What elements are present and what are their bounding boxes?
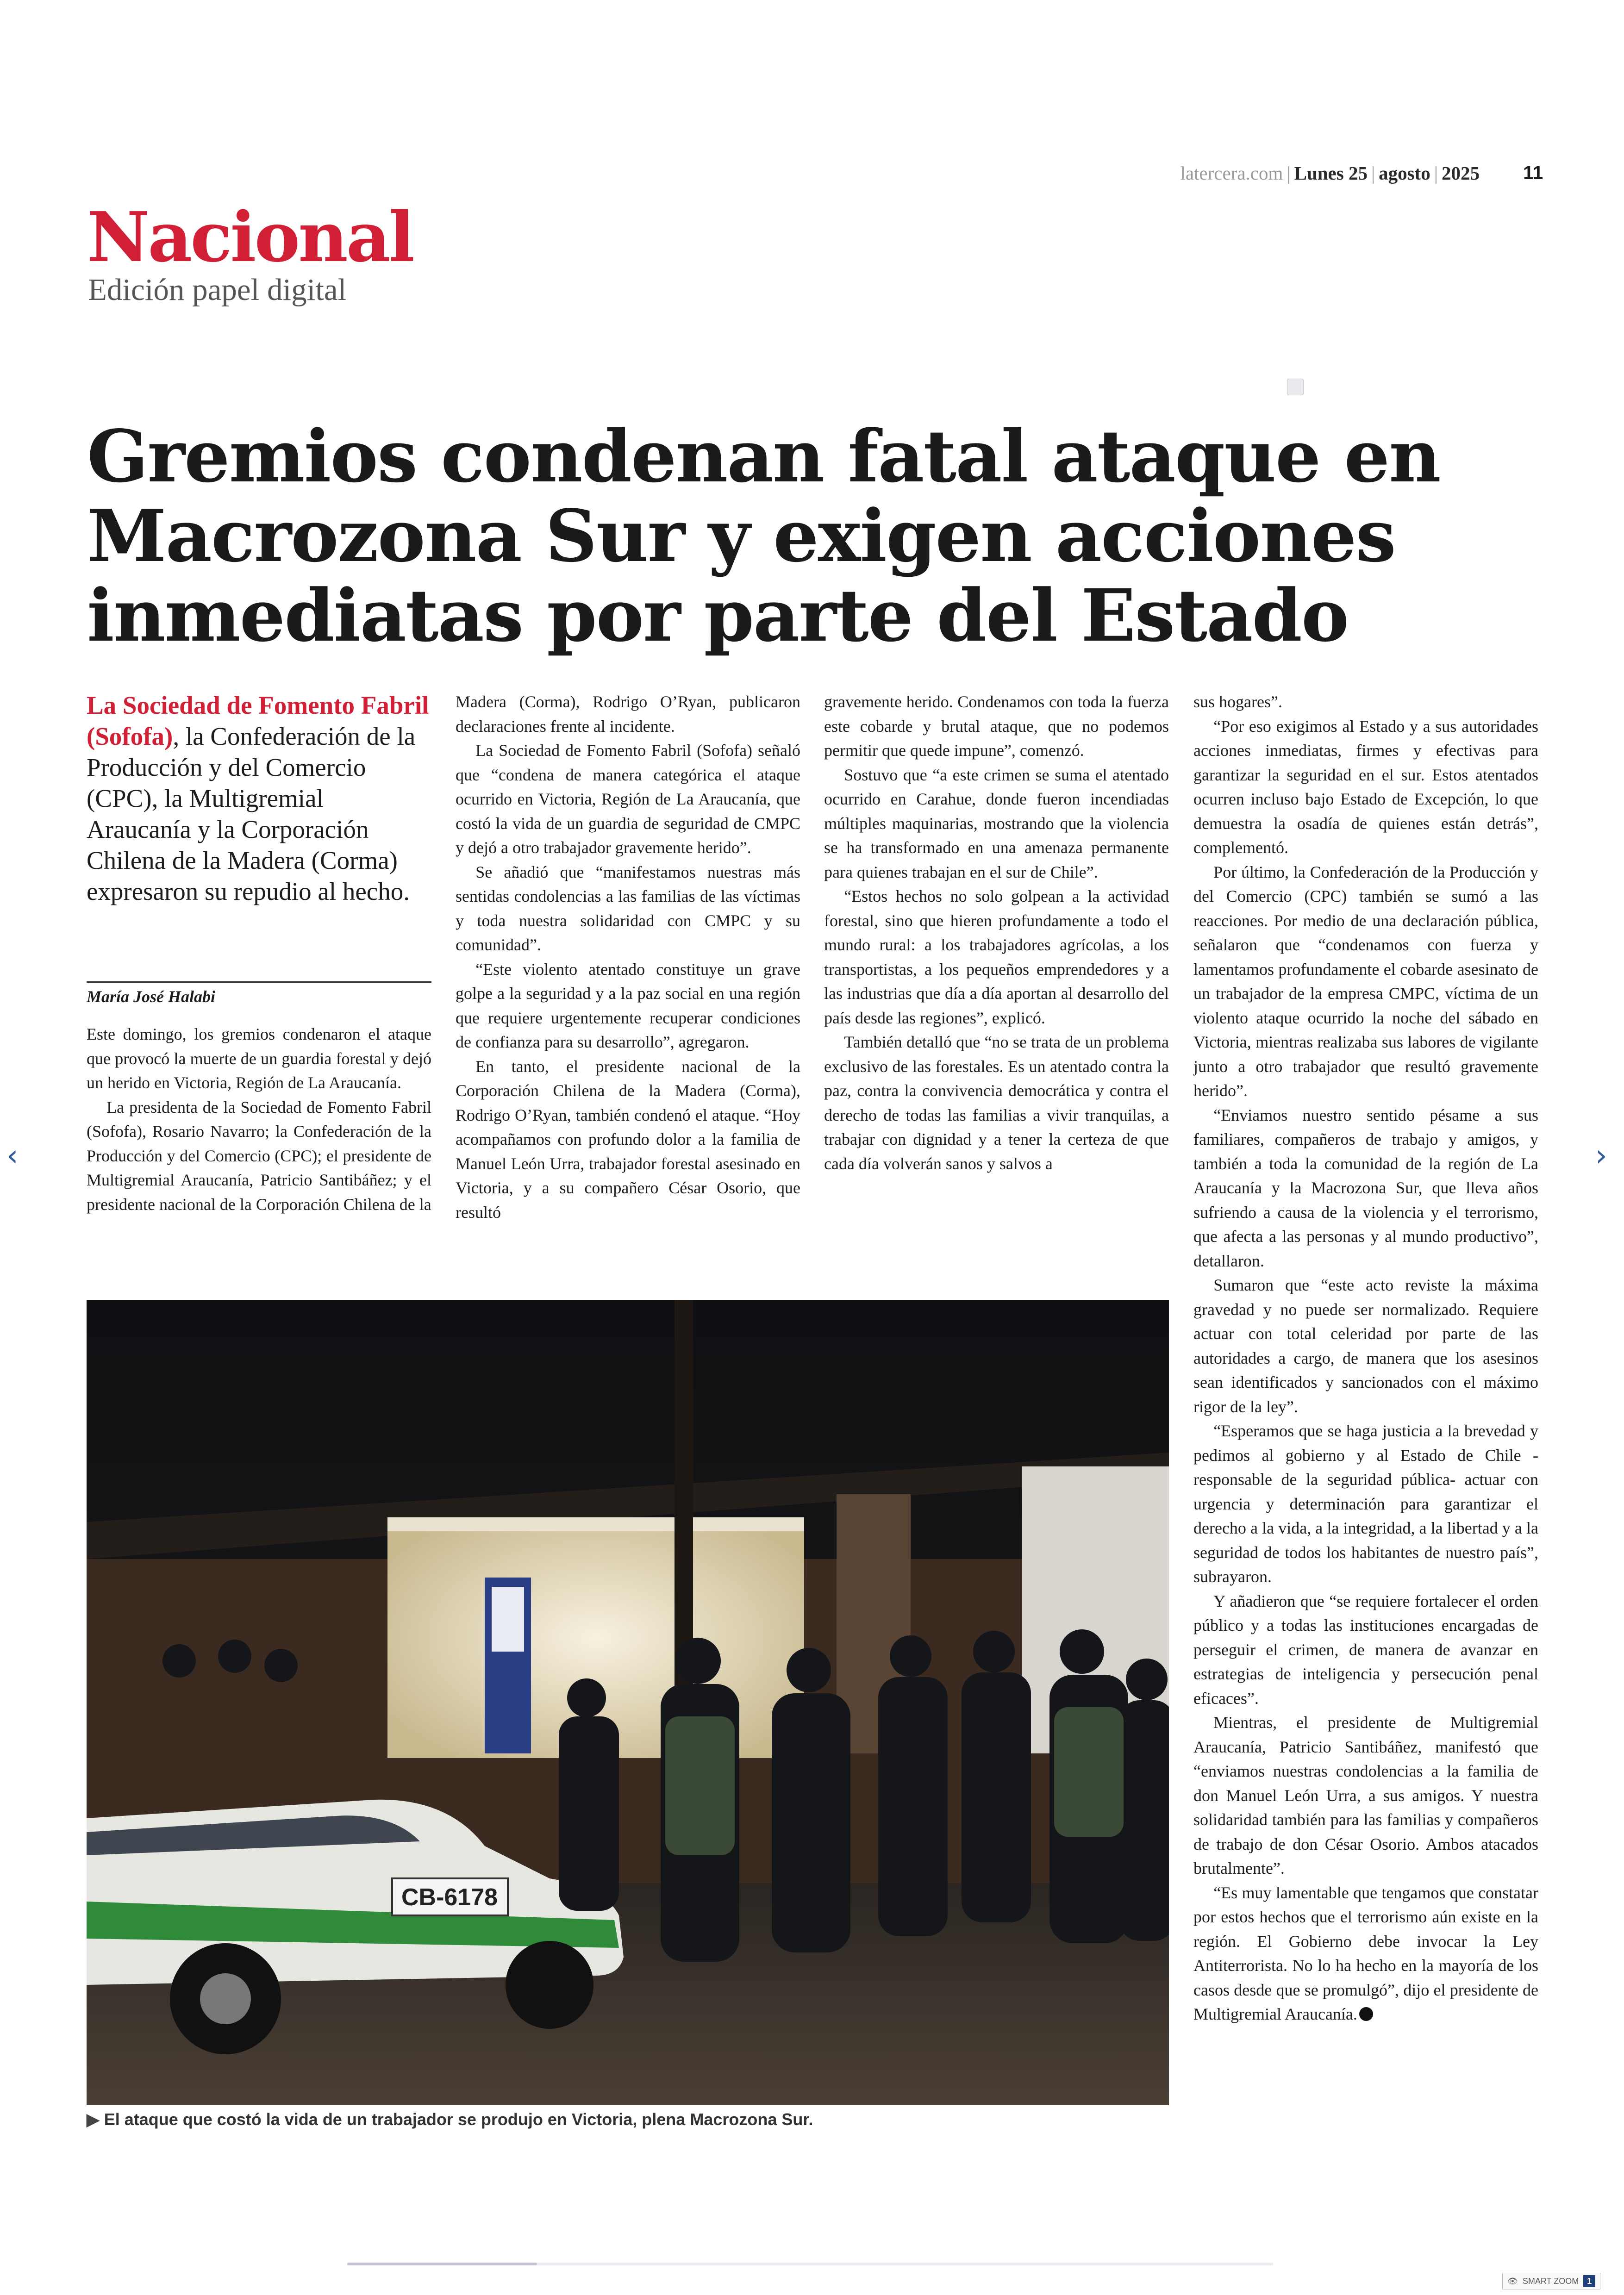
smart-zoom-control[interactable]: [1502, 2273, 1600, 2289]
caption-text: El ataque que costó la vida de un trabajador se produjo en Victoria, plena Macrozona Sur.: [104, 2110, 813, 2129]
paragraph: También detalló que “no se trata de un problema exclusivo de las forestales. Es un atentado contra la paz, contra la convivencia democrática y contra el derecho de todas las familias a vivir tranquilas, a trabajar con dignidad y a tener la certeza de que cada día volverán sanos y salvos a: [824, 1033, 1169, 1173]
end-mark-icon: [1359, 2007, 1373, 2021]
byline: María José Halabi: [87, 987, 216, 1006]
issue-dateline: latercera.com | Lunes 25 | agosto | 2025: [1180, 162, 1480, 184]
eye-icon: 👁: [1507, 2276, 1518, 2286]
paragraph-text: “Es muy lamentable que tengamos que constatar por estos hechos que el terrorismo aún existe en la región. El Gobierno debe invocar la Ley Antiterrorista. No lo ha hecho en la mayoría de los casos desde que se promulgó”, dijo el presidente de Multigremial Araucanía.: [1193, 1883, 1538, 2023]
paragraph: Sostuvo que “a este crimen se suma el atentado ocurrido en Carahue, donde fueron incendiadas múltiples maquinarias, mostrando que la violencia se ha transformado en una amenaza permanente para quienes trabajan en el sur de Chile”.: [824, 765, 1169, 881]
page-number: 11: [1523, 162, 1543, 183]
paragraph: Por último, la Confederación de la Producción y del Comercio (CPC) también se sumó a las reacciones. Por medio de una declaración pública, señalaron que “condenamos con fuerza y lamentamos profundamente el cobarde asesinato de un trabajador de la empresa CMPC, víctima de un violento ataque ocurrido la noche del sábado en Victoria, mientras realizaba sus labores de vigilante junto a otro trabajador que resultó gravemente herido”.: [1193, 862, 1538, 1100]
article-photo: [87, 1300, 1169, 2105]
paragraph: “Por eso exigimos al Estado y a sus autoridades acciones inmediatas, firmes y efectivas para garantizar la seguridad en el sur. Estos atentados ocurren incluso bajo Estado de Excepción, lo que demuestra la osadía de quienes están detrás”, complementó.: [1193, 717, 1538, 857]
paragraph: gravemente herido. Condenamos con toda la fuerza este cobarde y brutal ataque, que no podemos permitir que quede impune”, comenzó.: [824, 692, 1169, 760]
car-plate: CB-6178: [401, 1884, 498, 1911]
article-headline: Gremios condenan fatal ataque en Macrozona Sur y exigen acciones inmediatas por parte del Estado: [87, 414, 1440, 658]
byline-divider: [87, 981, 431, 983]
night-scene-illustration: [87, 1300, 1169, 2105]
paragraph: Madera (Corma), Rodrigo O’Ryan, publicaron declaraciones frente al incidente.: [456, 692, 800, 736]
date-day: Lunes 25: [1294, 162, 1368, 184]
smart-zoom-page-badge: 1: [1583, 2275, 1595, 2287]
next-page-button[interactable]: ›: [1595, 1139, 1607, 1173]
paragraph: La presidenta de la Sociedad de Fomento Fabril (Sofofa), Rosario Navarro; la Confederación de la Producción y del Comercio (CPC); el presidente de Multigremial Araucanía, Patricio Santibáñez; y el presidente nacional de la Corporación Chilena de la: [87, 1098, 431, 1214]
lede-text: , la Confederación de la Producción y del Comercio (CPC), la Multigremial Araucanía y la Corporación Chilena de la Madera (Corma) expresaron su repudio al hecho.: [87, 722, 416, 905]
paragraph: La Sociedad de Fomento Fabril (Sofofa) señaló que “condena de manera categórica el ataque ocurrido en Victoria, Región de La Araucanía, que costó la vida de un guardia de seguridad de CMPC y dejó a otro trabajador gravemente herido”.: [456, 741, 800, 857]
date-year: 2025: [1442, 162, 1480, 184]
article-column-1: [87, 1022, 431, 1216]
paragraph: Mientras, el presidente de Multigremial Araucanía, Patricio Santibáñez, manifestó que “enviamos nuestras condolencias a la familia de don Manuel León Urra, a sus amigos. Y nuestra solidaridad también para las familias y compañeros de trabajo de don César Osorio. Ambos atacados brutalmente”.: [1193, 1713, 1538, 1877]
article-lede: [87, 690, 431, 907]
paragraph: Este domingo, los gremios condenaron el ataque que provocó la muerte de un guardia forestal y dejó un herido en Victoria, Región de La Araucanía.: [87, 1025, 431, 1092]
paragraph: “Estos hechos no solo golpean a la actividad forestal, sino que hieren profundamente a todo el mundo rural: a los trabajadores agrícolas, a los transportistas, a los pequeños emprendedores y a las industrias que día a día aportan al desarrollo del país desde las regiones”, explicó.: [824, 887, 1169, 1027]
paragraph: En tanto, el presidente nacional de la Corporación Chilena de la Madera (Corma), Rodrigo O’Ryan, también condenó el ataque. “Hoy acompañamos con profundo dolor a la familia de Manuel León Urra, trabajador forestal asesinado en Victoria, y a su compañero César Osorio, que resultó: [456, 1057, 800, 1222]
paragraph: “Esperamos que se haga justicia a la brevedad y pedimos al gobierno y al Estado de Chile -responsable de la seguridad pública- actuar con urgencia y determinación para garantizar el derecho a la vida, a la integridad, a la libertad y a la seguridad de todos los habitantes de nuestro país”, subrayaron.: [1193, 1422, 1538, 1586]
page-scroll-thumb[interactable]: [347, 2263, 537, 2265]
article-column-4: [1193, 690, 1538, 2027]
paragraph: Se añadió que “manifestamos nuestras más sentidas condolencias a las familias de las víctimas y toda nuestra solidaridad con CMPC y su comunidad”.: [456, 862, 800, 954]
paragraph: “Enviamos nuestro sentido pésame a sus familiares, compañeros de trabajo y amigos, y también a toda la comunidad de la región de La Araucanía y la Macrozona Sur, que lleva años sufriendo a causa de la violencia y el terrorismo, que afecta a las personas y al mundo productivo”, detallaron.: [1193, 1105, 1538, 1270]
paragraph: Y añadieron que “se requiere fortalecer el orden público y a todas las instituciones encargadas de perseguir el crimen, de manera de avanzar en estrategias de inteligencia y persecución penal eficaces”.: [1193, 1591, 1538, 1708]
smart-zoom-label: SMART ZOOM: [1522, 2276, 1579, 2286]
photo-caption: [87, 2110, 813, 2129]
site-name: latercera.com: [1180, 162, 1283, 184]
paragraph: [1193, 1881, 1538, 2027]
article-column-2: [456, 690, 800, 1224]
edition-label: Edición papel digital: [88, 273, 347, 307]
paragraph: “Este violento atentado constituye un grave golpe a la seguridad y a la paz social en una región que requiere urgentemente recuperar condiciones de confianza para su desarrollo”, agregaron.: [456, 960, 800, 1051]
lede-highlight: La Sociedad de Fomento Fabril (Sofofa): [87, 691, 429, 750]
date-month: agosto: [1379, 162, 1430, 184]
previous-page-button[interactable]: ‹: [6, 1139, 19, 1173]
article-column-3: [824, 690, 1169, 1176]
paragraph: Sumaron que “este acto reviste la máxima gravedad y no puede ser normalizado. Requiere actuar con total celeridad por parte de las autoridades a cargo, de manera que los asesinos sean identificados y sancionados con el máximo rigor de la ley”.: [1193, 1276, 1538, 1416]
note-icon[interactable]: [1287, 379, 1304, 395]
section-title: Nacional: [87, 197, 413, 277]
paragraph: sus hogares”.: [1193, 692, 1282, 711]
caption-arrow-icon: ▶: [87, 2110, 100, 2129]
